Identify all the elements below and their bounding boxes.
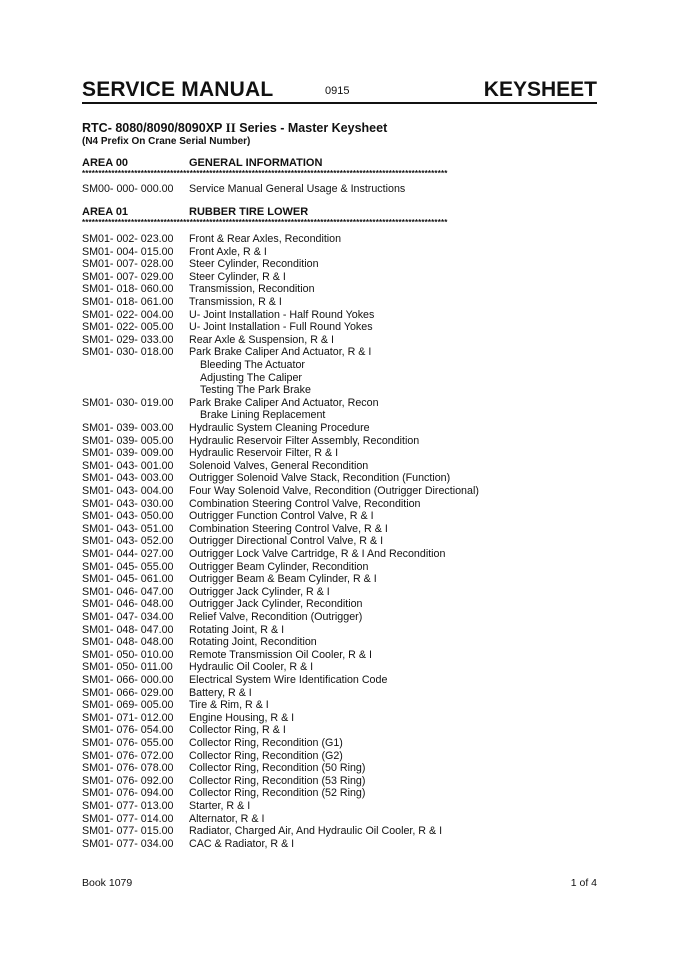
procedure-description: Testing The Park Brake xyxy=(200,384,311,397)
procedure-description: Combination Steering Control Valve, Recondition xyxy=(189,497,421,510)
procedure-code: SM01- 043- 051.00 xyxy=(82,522,174,535)
procedure-row xyxy=(82,800,597,813)
procedure-row xyxy=(82,775,597,788)
procedure-subitem xyxy=(82,372,597,385)
procedure-row xyxy=(82,687,597,700)
procedure-code: SM01- 044- 027.00 xyxy=(82,548,174,560)
procedure-row xyxy=(82,649,597,662)
procedure-code: SM01- 022- 004.00 xyxy=(82,308,174,321)
procedure-row xyxy=(82,271,597,284)
procedure-description: Hydraulic Oil Cooler, R & I xyxy=(189,661,314,674)
procedure-description: Hydraulic Reservoir Filter Assembly, Recondition xyxy=(189,434,420,447)
procedure-row xyxy=(82,258,597,271)
asterisk-divider: **************************************************************************************************************** xyxy=(82,170,448,178)
procedure-code: SM01- 043- 030.00 xyxy=(82,497,174,510)
area-title: RUBBER TIRE LOWER xyxy=(189,206,309,218)
asterisk-divider: **************************************************************************************************************** xyxy=(82,219,448,227)
procedure-row xyxy=(82,422,597,435)
procedure-code: SM01- 039- 005.00 xyxy=(82,434,174,447)
procedure-description: Outrigger Jack Cylinder, R & I xyxy=(189,585,330,598)
procedure-row xyxy=(82,447,597,460)
procedure-description: Collector Ring, Recondition (53 Ring) xyxy=(189,774,366,787)
procedure-description: Outrigger Lock Valve Cartridge, R & I And Recondition xyxy=(189,548,446,560)
procedure-description: Park Brake Caliper And Actuator, Recon xyxy=(189,396,379,409)
procedure-description: Collector Ring, Recondition (G1) xyxy=(189,737,343,749)
procedure-row xyxy=(82,838,597,851)
procedure-code: SM01- 066- 000.00 xyxy=(82,674,174,686)
procedure-description: Tire & Rim, R & I xyxy=(189,699,269,712)
procedure-description: Steer Cylinder, Recondition xyxy=(189,258,319,271)
procedure-row xyxy=(82,397,597,410)
procedure-row xyxy=(82,750,597,763)
procedure-description: Steer Cylinder, R & I xyxy=(189,270,286,283)
title-series-roman: II xyxy=(225,120,236,135)
procedure-code: SM01- 022- 005.00 xyxy=(82,321,174,334)
procedure-code: SM01- 043- 003.00 xyxy=(82,472,174,485)
procedure-code: SM01- 076- 092.00 xyxy=(82,774,174,787)
procedure-description: Relief Valve, Recondition (Outrigger) xyxy=(189,611,363,623)
procedure-description: Outrigger Beam & Beam Cylinder, R & I xyxy=(189,573,377,586)
procedure-code: SM01- 002- 023.00 xyxy=(82,233,174,245)
procedure-code: SM01- 047- 034.00 xyxy=(82,611,174,623)
procedure-code: SM01- 039- 003.00 xyxy=(82,422,174,434)
procedure-subitem xyxy=(82,384,597,397)
procedure-description: Rotating Joint, Recondition xyxy=(189,636,317,649)
procedure-row xyxy=(82,762,597,775)
procedure-code: SM01- 039- 009.00 xyxy=(82,447,174,460)
area-heading xyxy=(82,157,597,170)
procedure-description: Collector Ring, Recondition (50 Ring) xyxy=(189,762,366,775)
procedure-description: Transmission, R & I xyxy=(189,296,282,308)
procedure-row xyxy=(82,334,597,347)
procedure-row xyxy=(82,548,597,561)
procedure-row xyxy=(82,674,597,687)
procedure-row xyxy=(82,737,597,750)
procedure-row xyxy=(82,724,597,737)
area-title: GENERAL INFORMATION xyxy=(189,157,323,169)
procedure-description: Transmission, Recondition xyxy=(189,283,315,296)
procedure-row xyxy=(82,825,597,838)
procedure-description: Outrigger Solenoid Valve Stack, Recondition (Function) xyxy=(189,472,451,485)
area-label: AREA 00 xyxy=(82,157,129,169)
header-rule xyxy=(82,102,597,104)
procedure-description: Outrigger Function Control Valve, R & I xyxy=(189,510,374,523)
procedure-code: SM01- 069- 005.00 xyxy=(82,699,174,712)
procedure-description: Hydraulic Reservoir Filter, R & I xyxy=(189,447,339,460)
procedure-row xyxy=(82,611,597,624)
procedure-row xyxy=(82,498,597,511)
procedure-code: SM01- 076- 094.00 xyxy=(82,787,174,800)
procedure-row xyxy=(82,283,597,296)
procedure-description: Outrigger Beam Cylinder, Recondition xyxy=(189,560,369,573)
procedure-description: Solenoid Valves, General Recondition xyxy=(189,459,369,472)
procedure-description: Electrical System Wire Identification Code xyxy=(189,674,388,686)
procedure-description: Front Axle, R & I xyxy=(189,245,267,258)
procedure-code: SM01- 029- 033.00 xyxy=(82,333,174,346)
footer-book-number: Book 1079 xyxy=(82,877,133,889)
procedure-code: SM01- 043- 052.00 xyxy=(82,535,174,548)
procedure-subitem xyxy=(82,409,597,422)
procedure-row xyxy=(82,661,597,674)
procedure-row xyxy=(82,813,597,826)
procedure-code: SM01- 046- 048.00 xyxy=(82,598,174,611)
procedure-row xyxy=(82,598,597,611)
procedure-code: SM01- 018- 060.00 xyxy=(82,283,174,296)
header-manual-title: SERVICE MANUAL xyxy=(82,78,274,101)
header-revision-code: 0915 xyxy=(325,85,350,97)
procedure-row xyxy=(82,586,597,599)
area-label: AREA 01 xyxy=(82,206,129,218)
procedure-description: Battery, R & I xyxy=(189,686,252,699)
procedure-row xyxy=(82,712,597,725)
procedure-description: Starter, R & I xyxy=(189,800,251,812)
procedure-description: Bleeding The Actuator xyxy=(200,359,305,371)
procedure-description: Remote Transmission Oil Cooler, R & I xyxy=(189,648,372,661)
procedure-description: Front & Rear Axles, Recondition xyxy=(189,233,342,245)
procedure-code: SM01- 030- 018.00 xyxy=(82,346,174,359)
procedure-code: SM01- 077- 034.00 xyxy=(82,837,174,850)
procedure-subitem xyxy=(82,359,597,372)
procedure-row xyxy=(82,321,597,334)
procedure-code: SM01- 076- 054.00 xyxy=(82,724,174,737)
page-header xyxy=(82,78,597,102)
procedure-code: SM01- 007- 029.00 xyxy=(82,270,174,283)
procedure-code: SM01- 004- 015.00 xyxy=(82,245,174,258)
procedure-row xyxy=(82,246,597,259)
procedure-code: SM01- 076- 078.00 xyxy=(82,762,174,775)
procedure-code: SM01- 066- 029.00 xyxy=(82,686,174,699)
document-subtitle: (N4 Prefix On Crane Serial Number) xyxy=(82,136,251,147)
document-title xyxy=(82,120,387,136)
procedure-description: Service Manual General Usage & Instructions xyxy=(189,183,406,195)
procedure-description: Collector Ring, Recondition (52 Ring) xyxy=(189,787,366,800)
procedure-row xyxy=(82,460,597,473)
footer-page-number: 1 of 4 xyxy=(570,877,597,889)
procedure-code: SM01- 048- 048.00 xyxy=(82,636,174,649)
procedure-description: Alternator, R & I xyxy=(189,812,265,825)
procedure-row xyxy=(82,624,597,637)
procedure-code: SM01- 048- 047.00 xyxy=(82,623,174,636)
procedure-row xyxy=(82,435,597,448)
procedure-code: SM01- 007- 028.00 xyxy=(82,258,174,271)
procedure-row xyxy=(82,510,597,523)
procedure-row xyxy=(82,296,597,309)
procedure-code: SM01- 077- 013.00 xyxy=(82,800,174,812)
procedure-row xyxy=(82,787,597,800)
procedure-description: Collector Ring, Recondition (G2) xyxy=(189,749,343,762)
procedure-row xyxy=(82,472,597,485)
procedure-code: SM01- 030- 019.00 xyxy=(82,396,174,409)
procedure-description: Rotating Joint, R & I xyxy=(189,623,285,636)
procedure-row xyxy=(82,636,597,649)
area-heading xyxy=(82,206,597,219)
procedure-description: Collector Ring, R & I xyxy=(189,724,286,737)
procedure-row xyxy=(82,346,597,359)
procedure-code: SM01- 018- 061.00 xyxy=(82,296,174,308)
procedure-code: SM01- 045- 055.00 xyxy=(82,560,174,573)
procedure-code: SM01- 071- 012.00 xyxy=(82,711,174,724)
header-keysheet-label: KEYSHEET xyxy=(483,78,597,101)
procedure-row xyxy=(82,573,597,586)
procedure-description: Engine Housing, R & I xyxy=(189,711,295,724)
procedure-code: SM01- 045- 061.00 xyxy=(82,573,174,586)
procedure-row xyxy=(82,523,597,536)
procedure-description: Four Way Solenoid Valve, Recondition (Outrigger Directional) xyxy=(189,485,479,497)
procedure-description: Outrigger Jack Cylinder, Recondition xyxy=(189,598,363,611)
procedure-code: SM01- 050- 011.00 xyxy=(82,661,173,674)
procedure-row xyxy=(82,699,597,712)
procedure-description: Hydraulic System Cleaning Procedure xyxy=(189,422,370,434)
procedure-code: SM01- 046- 047.00 xyxy=(82,585,174,598)
procedure-description: Outrigger Directional Control Valve, R & I xyxy=(189,535,384,548)
procedure-code: SM01- 043- 050.00 xyxy=(82,510,174,523)
procedure-code: SM00- 000- 000.00 xyxy=(82,183,174,195)
title-suffix: Series - Master Keysheet xyxy=(239,121,388,135)
procedure-code: SM01- 076- 055.00 xyxy=(82,737,174,749)
procedure-row xyxy=(82,485,597,498)
procedure-description: CAC & Radiator, R & I xyxy=(189,837,295,850)
procedure-row xyxy=(82,309,597,322)
procedure-description: Brake Lining Replacement xyxy=(200,409,326,422)
procedure-row xyxy=(82,183,597,196)
procedure-description: U- Joint Installation - Half Round Yokes xyxy=(189,308,375,321)
procedure-description: Park Brake Caliper And Actuator, R & I xyxy=(189,346,372,359)
procedure-description: Adjusting The Caliper xyxy=(200,371,302,384)
procedure-code: SM01- 043- 004.00 xyxy=(82,485,174,497)
procedure-description: Radiator, Charged Air, And Hydraulic Oil Cooler, R & I xyxy=(189,825,443,838)
procedure-code: SM01- 077- 015.00 xyxy=(82,825,174,838)
procedure-code: SM01- 043- 001.00 xyxy=(82,459,174,472)
procedure-code: SM01- 050- 010.00 xyxy=(82,648,174,661)
procedure-row xyxy=(82,535,597,548)
procedure-row xyxy=(82,233,597,246)
procedure-description: Rear Axle & Suspension, R & I xyxy=(189,333,334,346)
procedure-row xyxy=(82,561,597,574)
procedure-code: SM01- 077- 014.00 xyxy=(82,812,174,825)
procedure-description: U- Joint Installation - Full Round Yokes xyxy=(189,321,373,334)
procedure-code: SM01- 076- 072.00 xyxy=(82,749,174,762)
procedure-description: Combination Steering Control Valve, R & I xyxy=(189,522,388,535)
title-model: RTC- 8080/8090/8090XP xyxy=(82,121,223,135)
